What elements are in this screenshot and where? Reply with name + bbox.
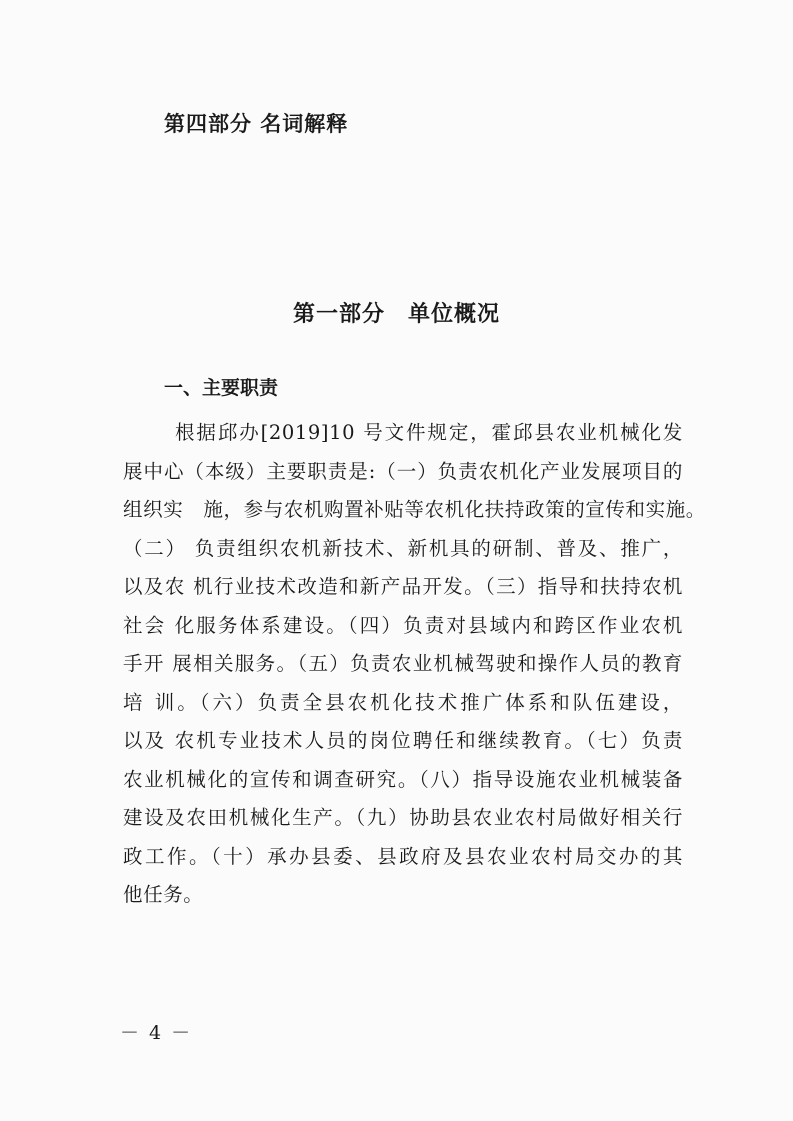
part1-title: 第一部分 单位概况 bbox=[292, 302, 500, 327]
paragraph-line: 培 训。（六）负责全县农机化技术推广体系和队伍建设， bbox=[123, 690, 683, 714]
paragraph-line: （二） 负责组织农机新技术、新机具的研制、普及、推广， bbox=[123, 536, 683, 560]
paragraph-line: 政工作。（十）承办县委、县政府及县农业农村局交办的其 bbox=[123, 844, 683, 868]
paragraph-line: 建设及农田机械化生产。（九）协助县农业农村局做好相关行 bbox=[123, 806, 683, 829]
paragraph-line: 他任务。 bbox=[123, 883, 204, 906]
page-number: － 4 － bbox=[120, 1022, 193, 1044]
duties-paragraph bbox=[123, 414, 706, 915]
section-heading-main-duties: 一、主要职责 bbox=[164, 377, 279, 399]
paragraph-line: 根据邱办[2019]10 号文件规定，霍邱县农业机械化发 bbox=[175, 421, 683, 444]
part4-title: 第四部分 名词解释 bbox=[164, 112, 349, 136]
paragraph-line: 农业机械化的宣传和调查研究。（八）指导设施农业机械装备 bbox=[123, 767, 683, 791]
paragraph-line: 组织实 施，参与农机购置补贴等农机化扶持政策的宣传和实施。 bbox=[123, 498, 706, 521]
paragraph-line: 社会 化服务体系建设。（四）负责对县域内和跨区作业农机 bbox=[123, 613, 683, 637]
paragraph-line: 展中心（本级）主要职责是:（一）负责农机化产业发展项目的 bbox=[123, 459, 683, 483]
paragraph-line: 以及 农机专业技术人员的岗位聘任和继续教育。（七）负责 bbox=[123, 729, 683, 752]
paragraph-line: 手开 展相关服务。（五）负责农业机械驾驶和操作人员的教育 bbox=[123, 652, 683, 675]
paragraph-line: 以及农 机行业技术改造和新产品开发。（三）指导和扶持农机 bbox=[123, 575, 683, 598]
